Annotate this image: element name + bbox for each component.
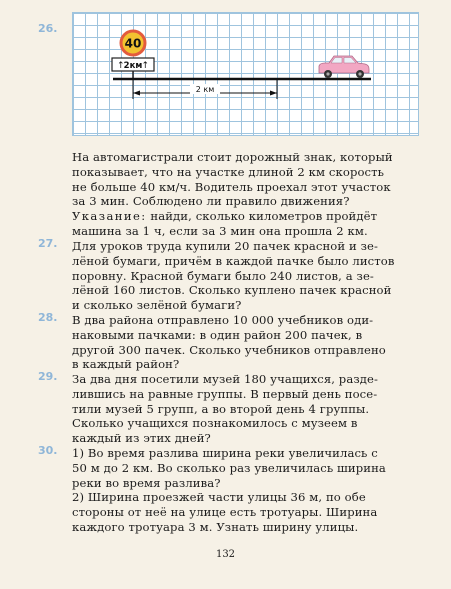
problem-line: За два дня посетили музей 180 учащихся, разде-	[72, 372, 378, 386]
distance-plate-text: 2км	[123, 61, 143, 71]
dimension-label: 2 км	[195, 85, 215, 94]
hint-label: Указание:	[72, 209, 147, 224]
problem-line: лёной бумаги, причём в каждой пачке было листов	[72, 253, 395, 268]
problem-26-text	[72, 150, 424, 239]
problem-line: 50 м до 2 км. Во сколько раз увеличилась ширина	[72, 460, 386, 475]
car-icon	[319, 56, 369, 78]
problem-line: в каждый район?	[72, 357, 180, 372]
problem-line: показывает, что на участке длиной 2 км скорость	[72, 164, 385, 179]
problem-line: и сколько зелёной бумаги?	[72, 298, 242, 313]
problem-line: 1) Во время разлива ширина реки увеличилась с	[72, 446, 378, 460]
problem-line: В два района отправлено 10 000 учебников оди-	[72, 313, 374, 327]
plate-right-arrow-icon: ↑	[141, 61, 149, 71]
problem-number-29: 29.	[38, 370, 58, 383]
dimension-left-arrow-icon	[133, 91, 140, 96]
problem-line: поровну. Красной бумаги было 240 листов, а зе-	[72, 268, 374, 283]
problem-line: тили музей 5 групп, а во второй день 4 группы.	[72, 401, 370, 416]
problem-number-30: 30.	[38, 444, 58, 457]
speed-limit-value: 40	[124, 36, 142, 51]
problem-number-26: 26.	[38, 22, 58, 35]
problem-number-28: 28.	[38, 311, 58, 324]
problem-line: лившись на равные группы. В первый день посе-	[72, 386, 378, 401]
problem-line: каждого тротуара 3 м. Узнать ширину улицы.	[72, 519, 359, 534]
distance-plate	[112, 58, 154, 71]
problem-27-text	[72, 239, 424, 313]
problem-line: другой 300 пачек. Сколько учебников отправлено	[72, 342, 386, 357]
hint-text: найди, сколько километров пройдёт	[150, 209, 378, 224]
problem-line: На автомагистрали стоит дорожный знак, который	[72, 150, 393, 164]
problem-28-text	[72, 313, 424, 372]
problem-line: реки во время разлива?	[72, 475, 221, 490]
problem-line: не больше 40 км/ч. Водитель проехал этот участок	[72, 179, 391, 194]
problem-line: Для уроков труда купили 20 пачек красной и зе-	[72, 239, 378, 253]
road-diagram-svg	[73, 13, 418, 135]
page-number: 132	[215, 549, 236, 560]
problem-line: каждый из этих дней?	[72, 431, 211, 446]
hint-line	[72, 209, 424, 224]
dimension-right-arrow-icon	[270, 91, 277, 96]
problem-29-text	[72, 372, 424, 446]
problem-number-27: 27.	[38, 237, 58, 250]
road-sign-diagram	[72, 12, 419, 136]
problem-line: Сколько учащихся познакомилось с музеем в	[72, 416, 358, 431]
speed-limit-sign	[121, 31, 145, 55]
problem-line: машина за 1 ч, если за 3 мин она прошла 2 км.	[72, 223, 368, 238]
plate-left-arrow-icon: ↑	[117, 61, 125, 71]
problem-line: наковыми пачками: в один район 200 пачек, в	[72, 327, 363, 342]
problem-line: лёной 160 листов. Сколько куплено пачек красной	[72, 283, 392, 298]
problem-line: 2) Ширина проезжей части улицы 36 м, по обе	[72, 490, 366, 505]
problem-line: за 3 мин. Соблюдено ли правило движения?	[72, 194, 350, 209]
problem-line: стороны от неё на улице есть тротуары. Ширина	[72, 505, 378, 520]
problem-30-text	[72, 446, 424, 535]
